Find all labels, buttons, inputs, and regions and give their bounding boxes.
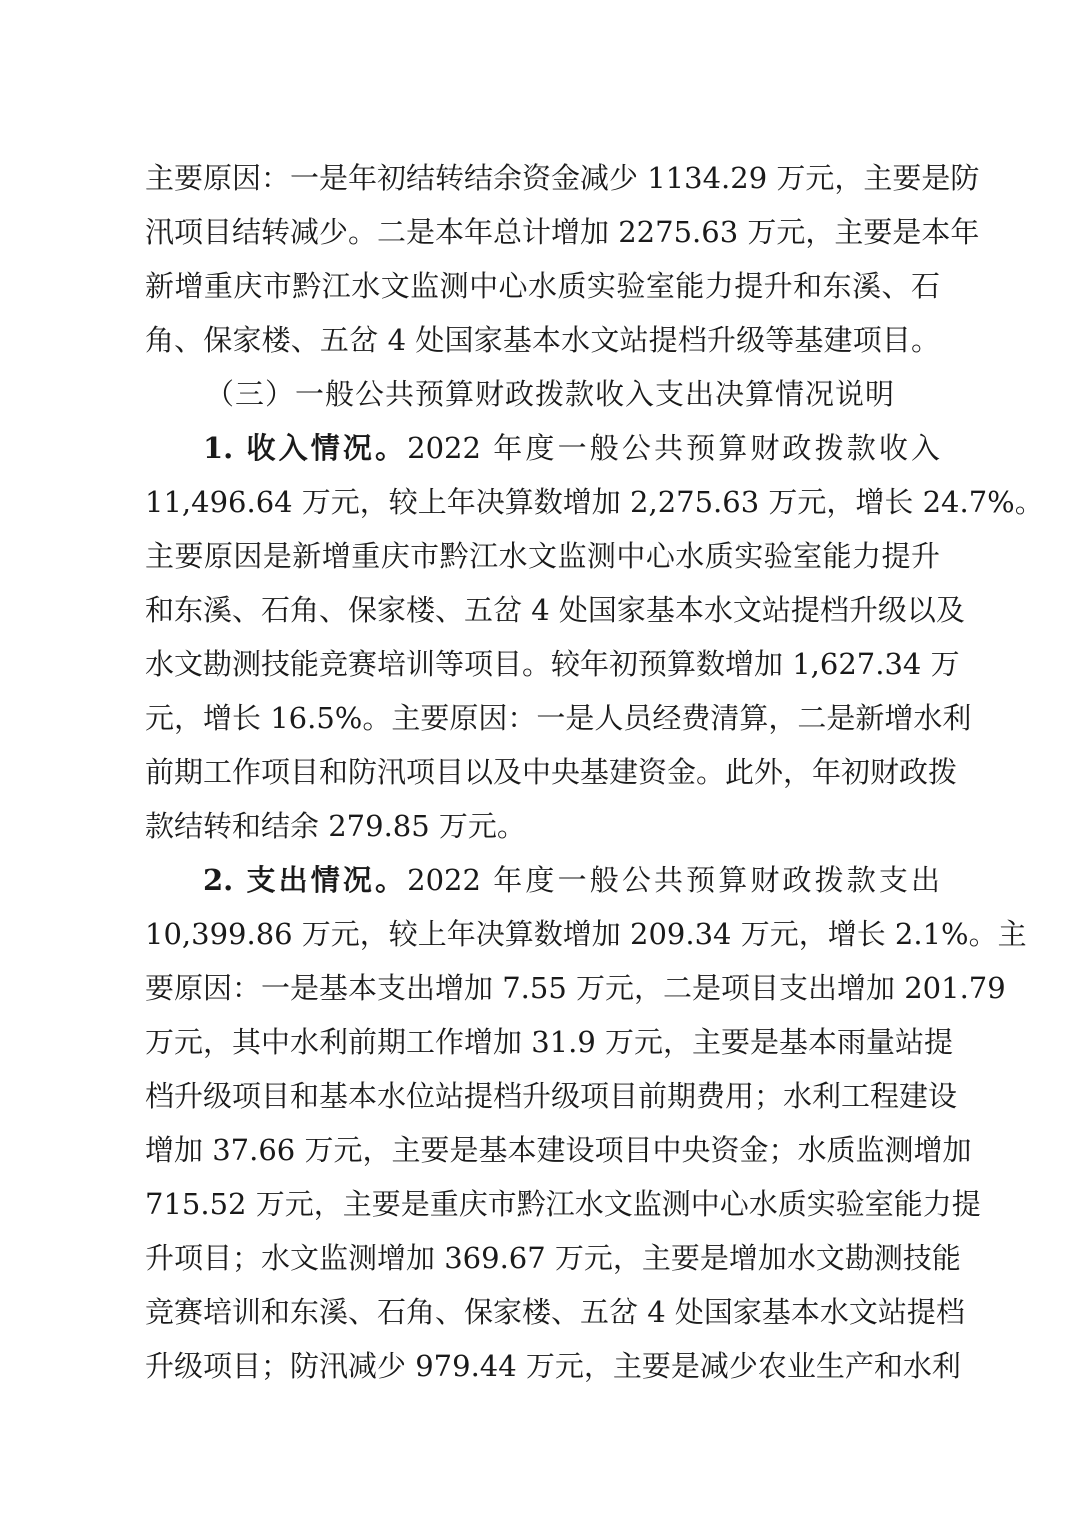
paragraph-line: 万元，其中水利前期工作增加 31.9 万元，主要是基本雨量站提 bbox=[145, 1025, 954, 1059]
paragraph-line: 前期工作项目和防汛项目以及中央基建资金。此外，年初财政拨 bbox=[145, 755, 958, 789]
paragraph-line: 主要原因：一是年初结转结余资金减少 1134.29 万元，主要是防 bbox=[145, 161, 980, 195]
paragraph-line: 和东溪、石角、保家楼、五岔 4 处国家基本水文站提档升级以及 bbox=[145, 593, 965, 627]
paragraph-line: 竞赛培训和东溪、石角、保家楼、五岔 4 处国家基本水文站提档 bbox=[145, 1295, 965, 1329]
paragraph-line: 10,399.86 万元，较上年决算数增加 209.34 万元，增长 2.1%。主 bbox=[145, 917, 1027, 951]
subsection-title: 2. 支出情况。 bbox=[203, 863, 408, 897]
paragraph-line: 档升级项目和基本水位站提档升级项目前期费用；水利工程建设 bbox=[145, 1079, 958, 1113]
paragraph-line: 要原因：一是基本支出增加 7.55 万元，二是项目支出增加 201.79 bbox=[145, 971, 1006, 1005]
section-heading: （三）一般公共预算财政拨款收入支出决算情况说明 bbox=[205, 377, 896, 411]
subsection-first-line: 2. 支出情况。2022 年度一般公共预算财政拨款支出 bbox=[203, 863, 940, 897]
paragraph-line: 款结转和结余 279.85 万元。 bbox=[145, 809, 526, 843]
paragraph-line: 增加 37.66 万元，主要是基本建设项目中央资金；水质监测增加 bbox=[145, 1133, 972, 1167]
paragraph-line: 11,496.64 万元，较上年决算数增加 2,275.63 万元，增长 24.7%。 bbox=[145, 485, 1044, 519]
paragraph-line: 715.52 万元，主要是重庆市黔江水文监测中心水质实验室能力提 bbox=[145, 1187, 981, 1221]
paragraph-line: 水文勘测技能竞赛培训等项目。较年初预算数增加 1,627.34 万 bbox=[145, 647, 960, 681]
paragraph-line: 元，增长 16.5%。主要原因：一是人员经费清算，二是新增水利 bbox=[145, 701, 972, 735]
paragraph-line: 升级项目；防汛减少 979.44 万元，主要是减少农业生产和水利 bbox=[145, 1349, 961, 1383]
paragraph-line: 角、保家楼、五岔 4 处国家基本水文站提档升级等基建项目。 bbox=[145, 323, 940, 357]
paragraph-line: 主要原因是新增重庆市黔江水文监测中心水质实验室能力提升 bbox=[145, 539, 940, 573]
subsection-title: 1. 收入情况。 bbox=[203, 431, 408, 465]
subsection-first-line: 1. 收入情况。2022 年度一般公共预算财政拨款收入 bbox=[203, 431, 940, 465]
paragraph-line: 汛项目结转减少。二是本年总计增加 2275.63 万元，主要是本年 bbox=[145, 215, 980, 249]
paragraph-line: 升项目；水文监测增加 369.67 万元，主要是增加水文勘测技能 bbox=[145, 1241, 961, 1275]
paragraph-line: 新增重庆市黔江水文监测中心水质实验室能力提升和东溪、石 bbox=[145, 269, 940, 303]
